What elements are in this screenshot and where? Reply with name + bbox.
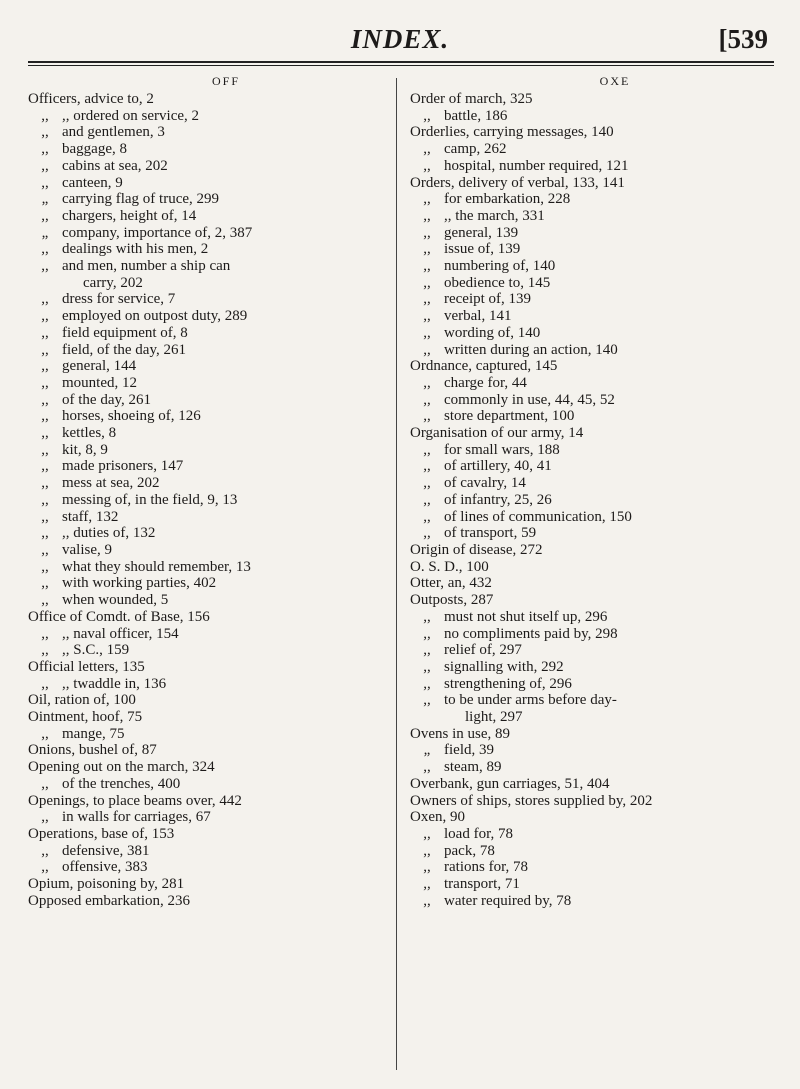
index-subentry bbox=[28, 375, 404, 392]
entry-text: chargers, height of, 14 bbox=[62, 207, 197, 224]
ditto-mark: ,, bbox=[41, 642, 49, 659]
index-subentry bbox=[28, 225, 404, 242]
index-subentry bbox=[410, 509, 780, 526]
ditto-mark: ,, bbox=[423, 675, 431, 692]
index-subentry bbox=[28, 542, 404, 559]
ditto-mark: ,, bbox=[423, 642, 431, 659]
index-subentry bbox=[28, 676, 404, 693]
index-subentry bbox=[28, 342, 404, 359]
entry-text: Ovens in use, 89 bbox=[410, 725, 510, 742]
ditto-mark: ,, bbox=[41, 809, 49, 826]
entry-text: Office of Comdt. of Base, 156 bbox=[28, 608, 210, 625]
ditto-mark: ,, bbox=[423, 191, 431, 208]
entry-text: receipt of, 139 bbox=[444, 291, 532, 308]
index-entry bbox=[28, 793, 404, 810]
index-subentry bbox=[410, 642, 780, 659]
entry-text: valise, 9 bbox=[62, 541, 112, 558]
ditto-mark: ,, bbox=[423, 759, 431, 776]
ditto-mark: ,, bbox=[41, 458, 49, 475]
entry-text: Origin of disease, 272 bbox=[410, 541, 543, 558]
index-subentry bbox=[410, 442, 780, 459]
index-subentry bbox=[410, 408, 780, 425]
entry-list bbox=[410, 91, 780, 909]
index-subentry bbox=[28, 258, 404, 275]
index-subentry bbox=[28, 475, 404, 492]
entry-text: of infantry, 25, 26 bbox=[444, 491, 552, 508]
ditto-mark: ,, bbox=[41, 859, 49, 876]
index-entry bbox=[410, 124, 780, 141]
ditto-mark: ,, bbox=[423, 308, 431, 325]
ditto-mark: ,, bbox=[41, 207, 49, 224]
entry-text: mange, 75 bbox=[62, 725, 125, 742]
ditto-mark: ,, bbox=[423, 825, 431, 842]
entry-text: rations for, 78 bbox=[444, 859, 528, 876]
ditto-mark: ,, bbox=[41, 675, 49, 692]
ditto-mark: ,, bbox=[423, 525, 431, 542]
index-entry bbox=[410, 542, 780, 559]
entry-text: Order of march, 325 bbox=[410, 91, 533, 107]
entry-text: water required by, 78 bbox=[444, 892, 572, 909]
index-subentry bbox=[28, 592, 404, 609]
entry-text: ,, ordered on service, 2 bbox=[62, 107, 200, 124]
entry-text: staff, 132 bbox=[62, 508, 119, 525]
ditto-mark: ,, bbox=[423, 274, 431, 291]
entry-text: what they should remember, 13 bbox=[62, 558, 251, 575]
entry-text: Orders, delivery of verbal, 133, 141 bbox=[410, 174, 625, 191]
entry-text: employed on outpost duty, 289 bbox=[62, 308, 248, 325]
index-entry bbox=[28, 659, 404, 676]
entry-text: of artillery, 40, 41 bbox=[444, 458, 552, 475]
index-subentry bbox=[28, 843, 404, 860]
index-subentry bbox=[410, 893, 780, 910]
index-subentry bbox=[410, 759, 780, 776]
entry-text: carry, 202 bbox=[83, 274, 143, 291]
entry-text: charge for, 44 bbox=[444, 374, 527, 391]
entry-text: signalling with, 292 bbox=[444, 658, 564, 675]
ditto-mark: ,, bbox=[423, 475, 431, 492]
index-subentry bbox=[28, 776, 404, 793]
page-number: [539 bbox=[718, 24, 768, 54]
index-subentry bbox=[410, 475, 780, 492]
ditto-mark: ,, bbox=[41, 107, 49, 124]
index-subentry bbox=[410, 492, 780, 509]
ditto-mark: ,, bbox=[41, 491, 49, 508]
index-entry bbox=[28, 692, 404, 709]
index-subentry bbox=[28, 124, 404, 141]
entry-text: Overbank, gun carriages, 51, 404 bbox=[410, 775, 610, 792]
ditto-mark: ,, bbox=[423, 892, 431, 909]
entry-text: light, 297 bbox=[465, 709, 523, 726]
entry-text: no compliments paid by, 298 bbox=[444, 625, 618, 642]
ditto-mark: ,, bbox=[423, 842, 431, 859]
index-entry bbox=[410, 809, 780, 826]
entry-text: camp, 262 bbox=[444, 141, 507, 158]
page-header bbox=[0, 18, 800, 60]
ditto-mark: ,, bbox=[41, 592, 49, 609]
ditto-mark: ,, bbox=[423, 157, 431, 174]
entry-text: Ordnance, captured, 145 bbox=[410, 358, 558, 375]
column-divider bbox=[396, 78, 397, 1070]
index-subentry bbox=[410, 108, 780, 125]
entry-text: carrying flag of truce, 299 bbox=[62, 191, 220, 208]
index-subentry bbox=[28, 492, 404, 509]
index-entry bbox=[410, 726, 780, 743]
ditto-mark: ,, bbox=[41, 408, 49, 425]
index-entry-continuation bbox=[28, 275, 404, 292]
index-subentry bbox=[410, 325, 780, 342]
entry-text: ,, naval officer, 154 bbox=[62, 625, 179, 642]
entry-text: when wounded, 5 bbox=[62, 592, 169, 609]
entry-text: Official letters, 135 bbox=[28, 658, 145, 675]
entry-text: offensive, 383 bbox=[62, 859, 148, 876]
entry-text: must not shut itself up, 296 bbox=[444, 608, 608, 625]
entry-text: of transport, 59 bbox=[444, 525, 537, 542]
entry-text: horses, shoeing of, 126 bbox=[62, 408, 201, 425]
index-column-right bbox=[410, 74, 780, 909]
index-subentry bbox=[410, 609, 780, 626]
entry-text: battle, 186 bbox=[444, 107, 508, 124]
entry-text: Onions, bushel of, 87 bbox=[28, 742, 157, 759]
entry-text: with working parties, 402 bbox=[62, 575, 217, 592]
index-subentry bbox=[28, 158, 404, 175]
index-entry bbox=[410, 793, 780, 810]
ditto-mark: ,, bbox=[423, 224, 431, 241]
index-subentry bbox=[410, 859, 780, 876]
entry-text: relief of, 297 bbox=[444, 642, 522, 659]
column-guide-word: OXE bbox=[599, 74, 631, 88]
index-subentry bbox=[410, 191, 780, 208]
index-entry bbox=[28, 759, 404, 776]
entry-text: Ointment, hoof, 75 bbox=[28, 709, 143, 726]
ditto-mark: ,, bbox=[423, 258, 431, 275]
index-subentry bbox=[28, 141, 404, 158]
entry-text: kettles, 8 bbox=[62, 425, 117, 442]
index-column-left bbox=[28, 74, 404, 909]
entry-text: Opening out on the march, 324 bbox=[28, 759, 215, 776]
index-subentry bbox=[410, 692, 780, 709]
index-subentry bbox=[28, 859, 404, 876]
entry-text: Openings, to place beams over, 442 bbox=[28, 792, 242, 809]
entry-text: Opium, poisoning by, 281 bbox=[28, 876, 185, 893]
ditto-mark: ,, bbox=[423, 141, 431, 158]
index-subentry bbox=[28, 509, 404, 526]
ditto-mark: ,, bbox=[41, 141, 49, 158]
ditto-mark: ,, bbox=[41, 508, 49, 525]
ditto-mark: ,, bbox=[423, 391, 431, 408]
entry-text: Officers, advice to, 2 bbox=[28, 91, 154, 107]
index-subentry bbox=[28, 458, 404, 475]
ditto-mark: ,, bbox=[41, 842, 49, 859]
index-subentry bbox=[28, 726, 404, 743]
ditto-mark: ,, bbox=[423, 692, 431, 709]
entry-text: of the day, 261 bbox=[62, 391, 152, 408]
index-subentry bbox=[28, 626, 404, 643]
ditto-mark: ,, bbox=[423, 625, 431, 642]
index-entry bbox=[28, 709, 404, 726]
index-subentry bbox=[410, 291, 780, 308]
index-subentry bbox=[410, 876, 780, 893]
index-subentry bbox=[410, 375, 780, 392]
entry-text: to be under arms before day- bbox=[444, 692, 617, 709]
index-subentry bbox=[410, 225, 780, 242]
entry-text: transport, 71 bbox=[444, 876, 520, 893]
index-subentry bbox=[28, 642, 404, 659]
index-entry bbox=[410, 776, 780, 793]
entry-text: Opposed embarkation, 236 bbox=[28, 892, 191, 909]
index-subentry bbox=[28, 408, 404, 425]
entry-text: general, 144 bbox=[62, 358, 137, 375]
ditto-mark: ,, bbox=[41, 775, 49, 792]
index-entry bbox=[28, 826, 404, 843]
index-subentry bbox=[28, 392, 404, 409]
ditto-mark: „ bbox=[41, 224, 49, 241]
entry-text: field equipment of, 8 bbox=[62, 324, 188, 341]
running-title: INDEX. bbox=[350, 24, 450, 54]
entry-text: field, 39 bbox=[444, 742, 494, 759]
entry-text: issue of, 139 bbox=[444, 241, 521, 258]
index-subentry bbox=[28, 291, 404, 308]
index-subentry bbox=[410, 141, 780, 158]
entry-text: O. S. D., 100 bbox=[410, 558, 489, 575]
ditto-mark: ,, bbox=[41, 525, 49, 542]
entry-text: general, 139 bbox=[444, 224, 519, 241]
entry-text: ,, twaddle in, 136 bbox=[62, 675, 167, 692]
ditto-mark: ,, bbox=[423, 508, 431, 525]
entry-text: pack, 78 bbox=[444, 842, 495, 859]
index-subentry bbox=[410, 258, 780, 275]
index-subentry bbox=[28, 442, 404, 459]
entry-text: strengthening of, 296 bbox=[444, 675, 572, 692]
entry-text: Outposts, 287 bbox=[410, 592, 494, 609]
index-entry bbox=[28, 609, 404, 626]
index-entry bbox=[410, 575, 780, 592]
entry-text: steam, 89 bbox=[444, 759, 502, 776]
index-entry bbox=[410, 425, 780, 442]
index-subentry bbox=[410, 275, 780, 292]
index-subentry bbox=[28, 108, 404, 125]
index-subentry bbox=[28, 191, 404, 208]
entry-text: field, of the day, 261 bbox=[62, 341, 186, 358]
ditto-mark: ,, bbox=[41, 541, 49, 558]
index-subentry bbox=[410, 308, 780, 325]
ditto-mark: ,, bbox=[41, 725, 49, 742]
entry-text: canteen, 9 bbox=[62, 174, 123, 191]
index-entry bbox=[410, 91, 780, 108]
ditto-mark: ,, bbox=[423, 458, 431, 475]
entry-text: Otter, an, 432 bbox=[410, 575, 492, 592]
entry-text: defensive, 381 bbox=[62, 842, 150, 859]
entry-text: messing of, in the field, 9, 13 bbox=[62, 491, 238, 508]
index-entry bbox=[410, 358, 780, 375]
entry-text: mounted, 12 bbox=[62, 374, 137, 391]
entry-text: made prisoners, 147 bbox=[62, 458, 184, 475]
ditto-mark: ,, bbox=[423, 207, 431, 224]
entry-text: obedience to, 145 bbox=[444, 274, 551, 291]
ditto-mark: „ bbox=[41, 191, 49, 208]
entry-text: company, importance of, 2, 387 bbox=[62, 224, 253, 241]
index-subentry bbox=[28, 425, 404, 442]
index-subentry bbox=[28, 175, 404, 192]
ditto-mark: ,, bbox=[423, 374, 431, 391]
entry-text: Organisation of our army, 14 bbox=[410, 425, 584, 442]
ditto-mark: ,, bbox=[41, 575, 49, 592]
ditto-mark: ,, bbox=[41, 291, 49, 308]
index-subentry bbox=[410, 208, 780, 225]
ditto-mark: ,, bbox=[41, 157, 49, 174]
entry-text: in walls for carriages, 67 bbox=[62, 809, 211, 826]
entry-text: for small wars, 188 bbox=[444, 441, 560, 458]
entry-text: numbering of, 140 bbox=[444, 258, 556, 275]
index-subentry bbox=[410, 525, 780, 542]
ditto-mark: ,, bbox=[41, 374, 49, 391]
ditto-mark: ,, bbox=[41, 391, 49, 408]
entry-text: written during an action, 140 bbox=[444, 341, 618, 358]
ditto-mark: „ bbox=[423, 742, 431, 759]
ditto-mark: ,, bbox=[423, 107, 431, 124]
ditto-mark: ,, bbox=[423, 291, 431, 308]
index-entry bbox=[28, 893, 404, 910]
entry-text: dealings with his men, 2 bbox=[62, 241, 209, 258]
index-subentry bbox=[28, 809, 404, 826]
entry-text: of cavalry, 14 bbox=[444, 475, 526, 492]
index-subentry bbox=[410, 458, 780, 475]
entry-list bbox=[28, 91, 404, 909]
index-subentry bbox=[410, 158, 780, 175]
index-entry bbox=[410, 592, 780, 609]
index-subentry bbox=[28, 525, 404, 542]
entry-text: store department, 100 bbox=[444, 408, 575, 425]
index-entry bbox=[28, 91, 404, 108]
ditto-mark: ,, bbox=[41, 324, 49, 341]
ditto-mark: ,, bbox=[423, 491, 431, 508]
index-entry bbox=[410, 559, 780, 576]
ditto-mark: ,, bbox=[41, 441, 49, 458]
index-subentry bbox=[410, 676, 780, 693]
index-subentry bbox=[28, 575, 404, 592]
entry-text: Owners of ships, stores supplied by, 202 bbox=[410, 792, 653, 809]
entry-text: baggage, 8 bbox=[62, 141, 127, 158]
ditto-mark: ,, bbox=[423, 341, 431, 358]
ditto-mark: ,, bbox=[423, 441, 431, 458]
ditto-mark: ,, bbox=[41, 625, 49, 642]
index-subentry bbox=[28, 208, 404, 225]
ditto-mark: ,, bbox=[423, 408, 431, 425]
entry-text: verbal, 141 bbox=[444, 308, 512, 325]
entry-text: and men, number a ship can bbox=[62, 258, 231, 275]
ditto-mark: ,, bbox=[423, 859, 431, 876]
index-subentry bbox=[410, 626, 780, 643]
index-subentry bbox=[410, 392, 780, 409]
index-subentry bbox=[28, 241, 404, 258]
ditto-mark: ,, bbox=[423, 876, 431, 893]
ditto-mark: ,, bbox=[41, 241, 49, 258]
ditto-mark: ,, bbox=[41, 558, 49, 575]
index-entry bbox=[410, 175, 780, 192]
entry-text: ,, duties of, 132 bbox=[62, 525, 156, 542]
index-entry bbox=[28, 742, 404, 759]
index-subentry bbox=[28, 325, 404, 342]
index-subentry bbox=[410, 342, 780, 359]
index-subentry bbox=[410, 241, 780, 258]
column-guide-word: OFF bbox=[211, 74, 240, 88]
index-entry bbox=[28, 876, 404, 893]
ditto-mark: ,, bbox=[41, 308, 49, 325]
ditto-mark: ,, bbox=[423, 241, 431, 258]
ditto-mark: ,, bbox=[423, 324, 431, 341]
entry-text: dress for service, 7 bbox=[62, 291, 176, 308]
ditto-mark: ,, bbox=[41, 341, 49, 358]
entry-text: commonly in use, 44, 45, 52 bbox=[444, 391, 615, 408]
entry-text: Oxen, 90 bbox=[410, 809, 465, 826]
entry-text: of the trenches, 400 bbox=[62, 775, 181, 792]
entry-text: ,, S.C., 159 bbox=[62, 642, 130, 659]
entry-text: Operations, base of, 153 bbox=[28, 825, 175, 842]
ditto-mark: ,, bbox=[41, 174, 49, 191]
entry-text: for embarkation, 228 bbox=[444, 191, 571, 208]
entry-text: kit, 8, 9 bbox=[62, 441, 108, 458]
entry-text: wording of, 140 bbox=[444, 324, 541, 341]
entry-text: and gentlemen, 3 bbox=[62, 124, 165, 141]
index-subentry bbox=[410, 742, 780, 759]
ditto-mark: ,, bbox=[41, 124, 49, 141]
ditto-mark: ,, bbox=[41, 258, 49, 275]
ditto-mark: ,, bbox=[423, 658, 431, 675]
entry-text: hospital, number required, 121 bbox=[444, 157, 629, 174]
index-subentry bbox=[410, 659, 780, 676]
entry-text: mess at sea, 202 bbox=[62, 475, 160, 492]
entry-text: Oil, ration of, 100 bbox=[28, 692, 136, 709]
entry-text: load for, 78 bbox=[444, 825, 513, 842]
index-subentry bbox=[28, 308, 404, 325]
entry-text: cabins at sea, 202 bbox=[62, 157, 168, 174]
ditto-mark: ,, bbox=[41, 475, 49, 492]
index-subentry bbox=[28, 358, 404, 375]
ditto-mark: ,, bbox=[423, 608, 431, 625]
index-entry-continuation bbox=[410, 709, 780, 726]
ditto-mark: ,, bbox=[41, 358, 49, 375]
index-subentry bbox=[410, 826, 780, 843]
header-rule bbox=[28, 61, 774, 66]
ditto-mark: ,, bbox=[41, 425, 49, 442]
entry-text: of lines of communication, 150 bbox=[444, 508, 632, 525]
entry-text: Orderlies, carrying messages, 140 bbox=[410, 124, 614, 141]
entry-text: ,, the march, 331 bbox=[444, 207, 545, 224]
index-subentry bbox=[410, 843, 780, 860]
index-subentry bbox=[28, 559, 404, 576]
